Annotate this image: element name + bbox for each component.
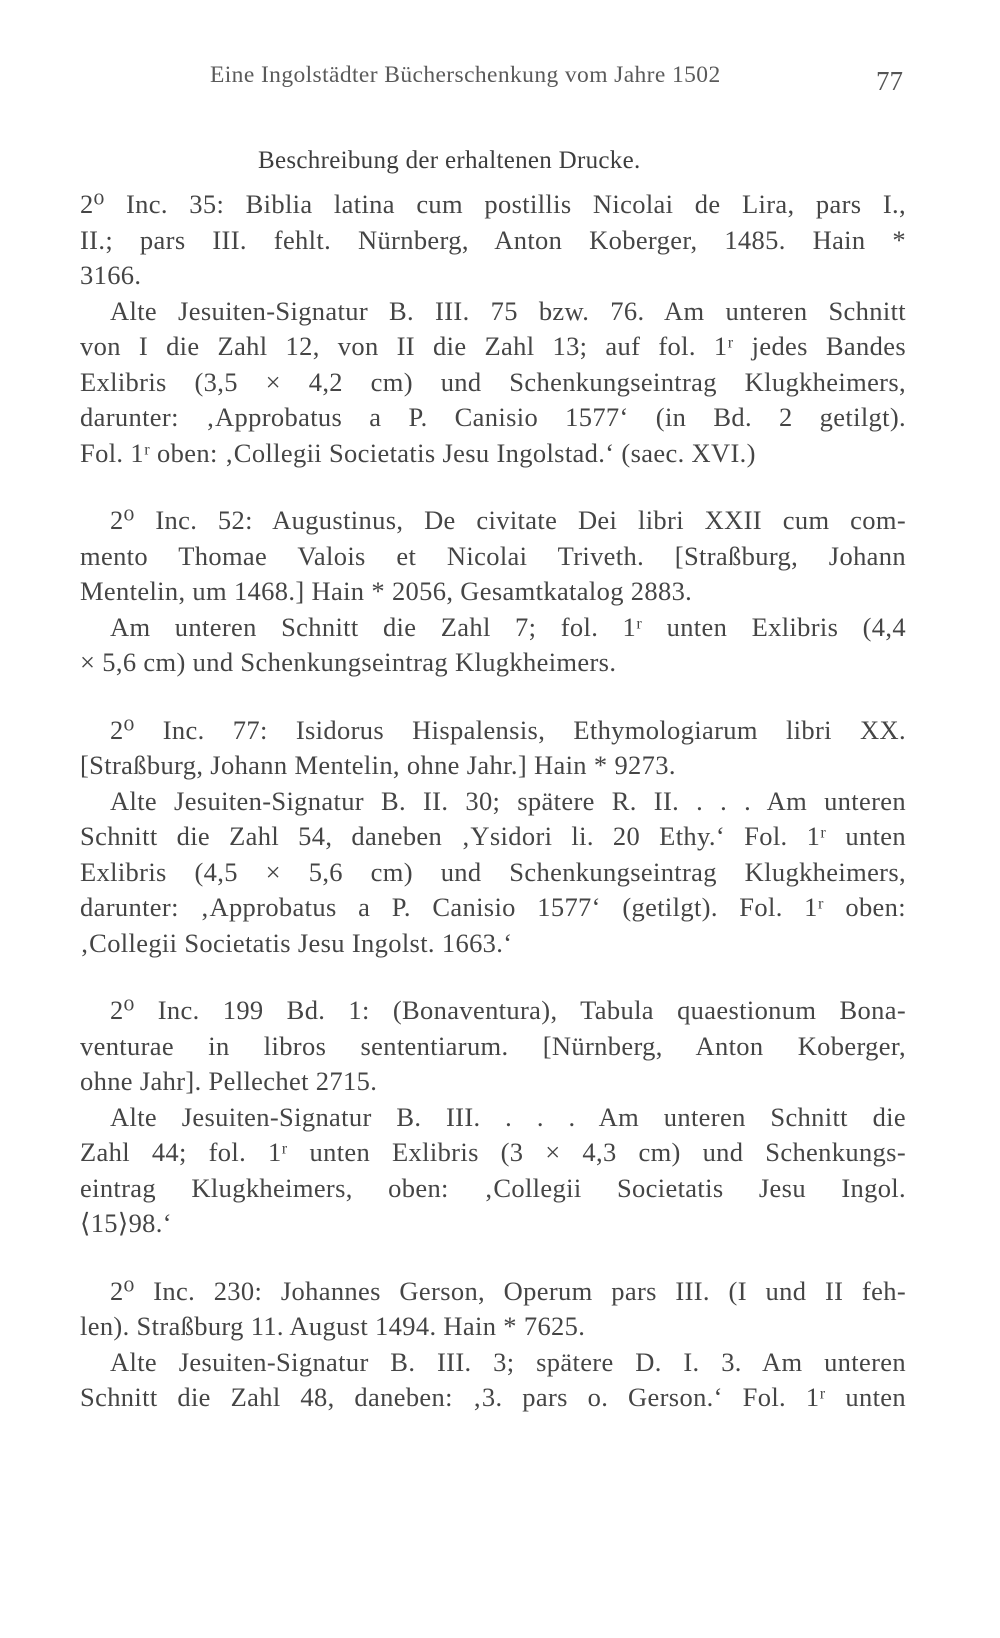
catalog-entry — [80, 713, 906, 962]
catalog-entries — [80, 187, 906, 1448]
section-title: Beschreibung der erhaltenen Drucke. — [258, 147, 641, 174]
entry-line: [Straßburg, Johann Mentelin, ohne Jahr.] Hain * 9273. — [80, 750, 676, 780]
catalog-entry — [80, 993, 906, 1242]
entry-line: darunter: ‚Approbatus a P. Canisio 1577‘ (getilgt). Fol. 1ʳ oben: — [80, 892, 906, 922]
entry-line: ‚Collegii Societatis Jesu Ingolst. 1663.‘ — [80, 927, 513, 958]
entry-line: II.; pars III. fehlt. Nürnberg, Anton Koberger, 1485. Hain * — [80, 224, 906, 255]
entry-line: Alte Jesuiten-Signatur B. III. . . . Am unteren Schnitt die — [110, 1101, 906, 1132]
entry-line: darunter: ‚Approbatus a P. Canisio 1577‘ (in Bd. 2 getilgt). — [80, 402, 906, 432]
entry-line: ⟨15⟩98.‘ — [80, 1208, 172, 1238]
entry-line: 2⁰ Inc. 35: Biblia latina cum postillis Nicolai de Lira, pars I., — [80, 189, 906, 219]
entry-line: Alte Jesuiten-Signatur B. III. 75 bzw. 76. Am unteren Schnitt — [110, 295, 906, 326]
entry-line: × 5,6 cm) und Schenkungseintrag Klugkheimers. — [80, 647, 617, 677]
entry-line: len). Straßburg 11. August 1494. Hain * 7625. — [80, 1311, 586, 1341]
entry-line: ohne Jahr]. Pellechet 2715. — [80, 1066, 378, 1096]
entry-line: 2⁰ Inc. 230: Johannes Gerson, Operum pars III. (I und II feh- — [110, 1275, 906, 1306]
catalog-entry — [80, 1274, 906, 1416]
entry-line: Alte Jesuiten-Signatur B. III. 3; spätere D. I. 3. Am unteren — [110, 1346, 906, 1377]
entry-line: Exlibris (3,5 × 4,2 cm) und Schenkungseintrag Klugkheimers, — [80, 366, 906, 397]
entry-line: Mentelin, um 1468.] Hain * 2056, Gesamtkatalog 2883. — [80, 576, 693, 606]
entry-line: mento Thomae Valois et Nicolai Triveth. [Straßburg, Johann — [80, 540, 906, 571]
entry-line: eintrag Klugkheimers, oben: ‚Collegii Societatis Jesu Ingol. — [80, 1172, 906, 1203]
catalog-entry — [80, 503, 906, 681]
page-number: 77 — [876, 66, 903, 96]
entry-line: 2⁰ Inc. 77: Isidorus Hispalensis, Ethymologiarum libri XX. — [110, 714, 906, 745]
entry-line: 2⁰ Inc. 52: Augustinus, De civitate Dei libri XXII cum com- — [110, 505, 906, 535]
entry-line: Schnitt die Zahl 54, daneben ‚Ysidori li. 20 Ethy.‘ Fol. 1ʳ unten — [80, 821, 906, 851]
entry-line: Alte Jesuiten-Signatur B. II. 30; spätere R. II. . . . Am unteren — [110, 785, 906, 816]
entry-line: Fol. 1ʳ oben: ‚Collegii Societatis Jesu Ingolstad.‘ (saec. XVI.) — [80, 437, 756, 468]
entry-line: Am unteren Schnitt die Zahl 7; fol. 1ʳ unten Exlibris (4,4 — [110, 611, 906, 642]
running-head: Eine Ingolstädter Bücherschenkung vom Jahre 1502 — [210, 62, 721, 88]
entry-line: 3166. — [80, 260, 142, 290]
catalog-entry — [80, 187, 906, 471]
entry-line: Exlibris (4,5 × 5,6 cm) und Schenkungseintrag Klugkheimers, — [80, 856, 906, 887]
entry-line: 2⁰ Inc. 199 Bd. 1: (Bonaventura), Tabula quaestionum Bona- — [110, 995, 906, 1025]
entry-line: von I die Zahl 12, von II die Zahl 13; auf fol. 1ʳ jedes Bandes — [80, 331, 906, 361]
entry-line: Zahl 44; fol. 1ʳ unten Exlibris (3 × 4,3 cm) und Schenkungs- — [80, 1137, 906, 1167]
entry-line: Schnitt die Zahl 48, daneben: ‚3. pars o. Gerson.‘ Fol. 1ʳ unten — [80, 1382, 906, 1412]
entry-line: venturae in libros sententiarum. [Nürnberg, Anton Koberger, — [80, 1030, 906, 1061]
